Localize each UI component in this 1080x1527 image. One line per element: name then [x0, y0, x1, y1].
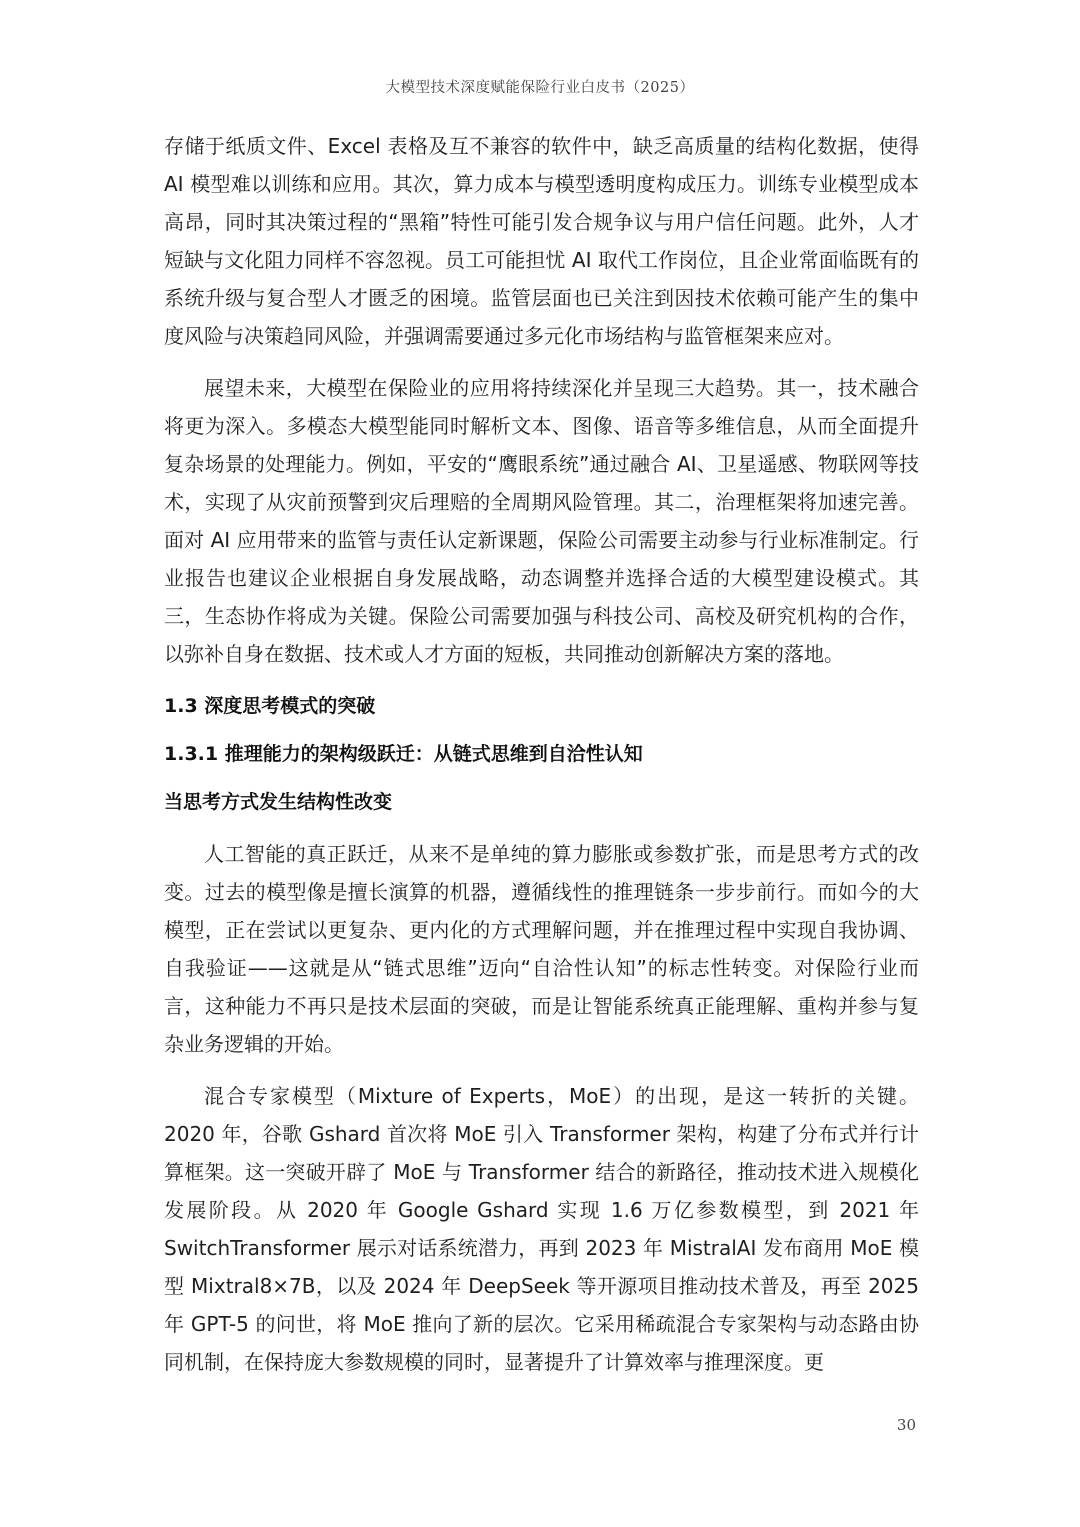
page-number: 30 — [896, 1416, 916, 1434]
paragraph-continued: 存储于纸质文件、Excel 表格及互不兼容的软件中，缺乏高质量的结构化数据，使得 AI 模型难以训练和应用。其次，算力成本与模型透明度构成压力。训练专业模型成本高昂，同时其决策过程的“黑箱”特性可能引发合规争议与用户信任问题。此外，人才短缺与文化阻力同样不容忽视。员工可能担忧 AI 取代工作岗位，且企业常面临既有的系统升级与复合型人才匮乏的困境。监管层面也已关注到因技术依赖可能产生的集中度风险与决策趋同风险，并强调需要通过多元化市场结构与监管框架来应对。 — [164, 134, 919, 348]
running-header: 大模型技术深度赋能保险行业白皮书（2025） — [385, 80, 695, 96]
section-heading: 1.3 深度思考模式的突破 — [164, 695, 376, 717]
paragraph-moe: 混合专家模型（Mixture of Experts，MoE）的出现，是这一转折的关键。2020 年，谷歌 Gshard 首次将 MoE 引入 Transformer 架构，构建了分布式并行计算框架。这一突破开辟了 MoE 与 Transformer 结合的新路径，推动技术进入规模化发展阶段。从 2020 年 Google Gshard 实现 1.6 万亿参数模型，到 2021 年 SwitchTransformer 展示对话系统潜力，再到 2023 年 MistralAI 发布商用 MoE 模型 Mixtral8×7B，以及 2024 年 DeepSeek 等开源项目推动技术普及，再至 2025 年 GPT-5 的问世，将 MoE 推向了新的层次。它采用稀疏混合专家架构与动态路由协同机制，在保持庞大参数规模的同时，显著提升了计算效率与推理深度。更 — [164, 1084, 919, 1374]
subsection-heading: 1.3.1 推理能力的架构级跃迁：从链式思维到自洽性认知 — [164, 743, 643, 765]
topic-heading: 当思考方式发生结构性改变 — [164, 791, 393, 813]
page-content — [164, 127, 919, 1381]
paragraph-ai-leap: 人工智能的真正跃迁，从来不是单纯的算力膨胀或参数扩张，而是思考方式的改变。过去的模型像是擅长演算的机器，遵循线性的推理链条一步步前行。而如今的大模型，正在尝试以更复杂、更内化的方式理解问题，并在推理过程中实现自我协调、自我验证——这就是从“链式思维”迈向“自洽性认知”的标志性转变。对保险行业而言，这种能力不再只是技术层面的突破，而是让智能系统真正能理解、重构并参与复杂业务逻辑的开始。 — [164, 842, 919, 1056]
paragraph-outlook: 展望未来，大模型在保险业的应用将持续深化并呈现三大趋势。其一，技术融合将更为深入。多模态大模型能同时解析文本、图像、语音等多维信息，从而全面提升复杂场景的处理能力。例如，平安的“鹰眼系统”通过融合 AI、卫星遥感、物联网等技术，实现了从灾前预警到灾后理赔的全周期风险管理。其二，治理框架将加速完善。面对 AI 应用带来的监管与责任认定新课题，保险公司需要主动参与行业标准制定。行业报告也建议企业根据自身发展战略，动态调整并选择合适的大模型建设模式。其三，生态协作将成为关键。保险公司需要加强与科技公司、高校及研究机构的合作，以弥补自身在数据、技术或人才方面的短板，共同推动创新解决方案的落地。 — [164, 376, 919, 666]
